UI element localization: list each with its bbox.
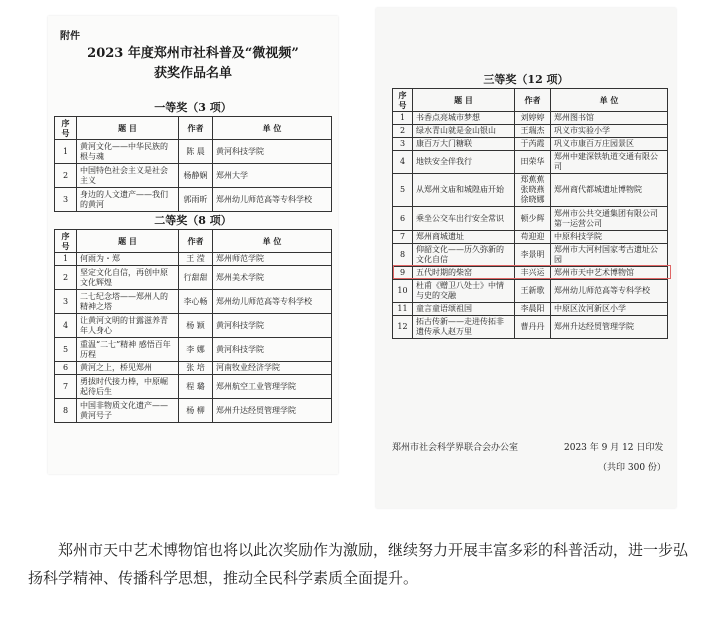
work-title: 绿水青山就是金山银山 — [413, 125, 515, 138]
author: 李晨阳 — [515, 303, 551, 316]
work-title: 勇拔时代接力棒，中原崛起待后生 — [77, 375, 179, 399]
organization: 郑州市大河村国家考古遗址公园 — [551, 244, 668, 267]
row-number: 4 — [55, 314, 77, 338]
work-title: 五代时期的柴窑 — [413, 267, 515, 280]
work-title: 拓古传新——走进传拓非遗传承人赵万里 — [413, 316, 515, 339]
award-list-page-1 — [48, 16, 338, 474]
row-number: 5 — [55, 338, 77, 362]
work-title: 何雨为・郑 — [77, 253, 179, 266]
column-header: 作者 — [179, 230, 213, 253]
column-header: 单 位 — [213, 230, 332, 253]
first-prize-heading: 一等奖（3 项） — [154, 101, 232, 114]
table-row — [55, 362, 332, 375]
organization: 巩义市实验小学 — [551, 125, 668, 138]
table-row — [393, 303, 668, 316]
row-number: 5 — [393, 174, 413, 207]
table-row — [393, 151, 668, 174]
author: 杨 颖 — [179, 314, 213, 338]
work-title: 地铁安全伴我行 — [413, 151, 515, 174]
row-number: 1 — [55, 140, 77, 164]
organization: 中原科技学院 — [551, 231, 668, 244]
table-row — [55, 290, 332, 314]
table-row — [55, 188, 332, 212]
organization: 郑州升达经贸管理学院 — [551, 316, 668, 339]
author: 杨静娴 — [179, 164, 213, 188]
first-prize-table — [54, 116, 332, 212]
table-row — [55, 399, 332, 423]
column-header: 题 目 — [77, 117, 179, 140]
organization: 郑州师范学院 — [213, 253, 332, 266]
row-number: 1 — [393, 112, 413, 125]
work-title: 书香点亮城市梦想 — [413, 112, 515, 125]
author: 行甜甜 — [179, 266, 213, 290]
row-number: 7 — [393, 231, 413, 244]
organization: 郑州图书馆 — [551, 112, 668, 125]
organization: 郑州大学 — [213, 164, 332, 188]
table-row — [393, 125, 668, 138]
work-title: 中国非物质文化遗产——黄河号子 — [77, 399, 179, 423]
row-number: 4 — [393, 151, 413, 174]
column-header: 序号 — [393, 89, 413, 112]
row-number: 11 — [393, 303, 413, 316]
table-row — [393, 231, 668, 244]
table-row — [393, 174, 668, 207]
row-number: 2 — [55, 164, 77, 188]
author: 王新歌 — [515, 280, 551, 303]
organization: 郑州市天中艺术博物馆 — [551, 267, 668, 280]
row-number: 6 — [55, 362, 77, 375]
author: 张 培 — [179, 362, 213, 375]
work-title: 从郑州文庙和城隍庙开始 — [413, 174, 515, 207]
footer-print-count: （共印 300 份） — [598, 463, 666, 473]
organization: 郑州航空工业管理学院 — [213, 375, 332, 399]
third-prize-table — [392, 88, 668, 339]
author: 丰兴运 — [515, 267, 551, 280]
work-title: 黄河文化——中华民族的根与魂 — [77, 140, 179, 164]
author: 李心畅 — [179, 290, 213, 314]
organization: 河南牧业经济学院 — [213, 362, 332, 375]
document-title: 2023 年度郑州市社科普及“微视频” — [87, 46, 299, 61]
column-header: 序号 — [55, 230, 77, 253]
second-prize-table — [54, 229, 332, 423]
organization: 郑州幼儿师范高等专科学校 — [551, 280, 668, 303]
organization: 郑州商代都城遗址博物院 — [551, 174, 668, 207]
row-number: 7 — [55, 375, 77, 399]
table-row — [393, 207, 668, 231]
row-number: 3 — [393, 138, 413, 151]
row-number: 6 — [393, 207, 413, 231]
second-prize-heading: 二等奖（8 项） — [154, 214, 232, 227]
column-header: 作者 — [179, 117, 213, 140]
work-title: 让黄河文明的甘露滋养青年人身心 — [77, 314, 179, 338]
row-number: 8 — [55, 399, 77, 423]
table-row — [393, 280, 668, 303]
organization: 郑州市公共交通集团有限公司第一运营公司 — [551, 207, 668, 231]
organization: 郑州幼儿师范高等专科学校 — [213, 188, 332, 212]
table-row — [393, 316, 668, 339]
work-title: 郑州商城遗址 — [413, 231, 515, 244]
table-row — [55, 253, 332, 266]
work-title: 仰韶文化——历久弥新的文化自信 — [413, 244, 515, 267]
author: 李景明 — [515, 244, 551, 267]
table-row — [55, 266, 332, 290]
article-paragraph — [28, 536, 688, 592]
organization: 郑州美术学院 — [213, 266, 332, 290]
organization: 中原区汝河新区小学 — [551, 303, 668, 316]
author: 郑蕉蕉 张晓燕 徐晓娜 — [515, 174, 551, 207]
author: 李 娜 — [179, 338, 213, 362]
author: 陈 晨 — [179, 140, 213, 164]
author: 苟迎迎 — [515, 231, 551, 244]
column-header: 作者 — [515, 89, 551, 112]
work-title: 童言童语颂祖国 — [413, 303, 515, 316]
row-number: 8 — [393, 244, 413, 267]
table-row — [393, 138, 668, 151]
column-header: 题 目 — [413, 89, 515, 112]
author: 顿少辉 — [515, 207, 551, 231]
footer-org: 郑州市社会科学界联合会办公室 — [392, 443, 519, 453]
author: 王瑞杰 — [515, 125, 551, 138]
row-number: 12 — [393, 316, 413, 339]
row-number: 3 — [55, 290, 77, 314]
author: 曹丹丹 — [515, 316, 551, 339]
author: 于芮霞 — [515, 138, 551, 151]
annex-label: 附件 — [60, 31, 80, 42]
organization: 黄河科技学院 — [213, 140, 332, 164]
work-title: 二七纪念塔——郑州人的精神之塔 — [77, 290, 179, 314]
work-title: 坚定文化自信，再创中原文化辉煌 — [77, 266, 179, 290]
author: 王 滢 — [179, 253, 213, 266]
organization: 黄河科技学院 — [213, 314, 332, 338]
work-title: 中国特色社会主义是社会主义 — [77, 164, 179, 188]
row-highlight — [393, 265, 671, 279]
work-title: 康百万大门糖联 — [413, 138, 515, 151]
column-header: 序号 — [55, 117, 77, 140]
table-row — [55, 140, 332, 164]
caption-text: 郑州市天中艺术博物馆也将以此次奖励作为激励，继续努力开展丰富多彩的科普活动，进一步弘扬科学精神、传播科学思想，推动全民科学素质全面提升。 — [28, 541, 689, 587]
work-title: 杜甫《赠卫八处士》中情与史的交融 — [413, 280, 515, 303]
organization: 黄河科技学院 — [213, 338, 332, 362]
row-number: 1 — [55, 253, 77, 266]
row-number: 2 — [393, 125, 413, 138]
organization: 郑州升达经贸管理学院 — [213, 399, 332, 423]
row-number: 9 — [393, 267, 413, 280]
organization: 郑州中建深铁轨道交通有限公司 — [551, 151, 668, 174]
work-title: 身边的人文遗产——我们的黄河 — [77, 188, 179, 212]
work-title: 重温“二七”精神 感悟百年历程 — [77, 338, 179, 362]
work-title: 黄河之上，桥见郑州 — [77, 362, 179, 375]
table-row — [393, 244, 668, 267]
column-header: 题 目 — [77, 230, 179, 253]
footer-date: 2023 年 9 月 12 日印发 — [564, 443, 664, 453]
table-row — [55, 314, 332, 338]
table-row — [55, 375, 332, 399]
table-row — [393, 112, 668, 125]
table-row — [55, 338, 332, 362]
document-subtitle: 获奖作品名单 — [153, 66, 232, 81]
author: 杨 柳 — [179, 399, 213, 423]
row-number: 2 — [55, 266, 77, 290]
row-number: 3 — [55, 188, 77, 212]
award-list-page-2 — [376, 8, 676, 508]
author: 程 璐 — [179, 375, 213, 399]
row-number: 10 — [393, 280, 413, 303]
organization: 郑州幼儿师范高等专科学校 — [213, 290, 332, 314]
table-row — [55, 164, 332, 188]
column-header: 单 位 — [551, 89, 668, 112]
third-prize-heading: 三等奖（12 项） — [483, 73, 569, 86]
organization: 巩义市康百万庄园景区 — [551, 138, 668, 151]
author: 刘婷婷 — [515, 112, 551, 125]
column-header: 单 位 — [213, 117, 332, 140]
author: 田荣华 — [515, 151, 551, 174]
author: 郭雨昕 — [179, 188, 213, 212]
work-title: 乘坐公交车出行安全常识 — [413, 207, 515, 231]
